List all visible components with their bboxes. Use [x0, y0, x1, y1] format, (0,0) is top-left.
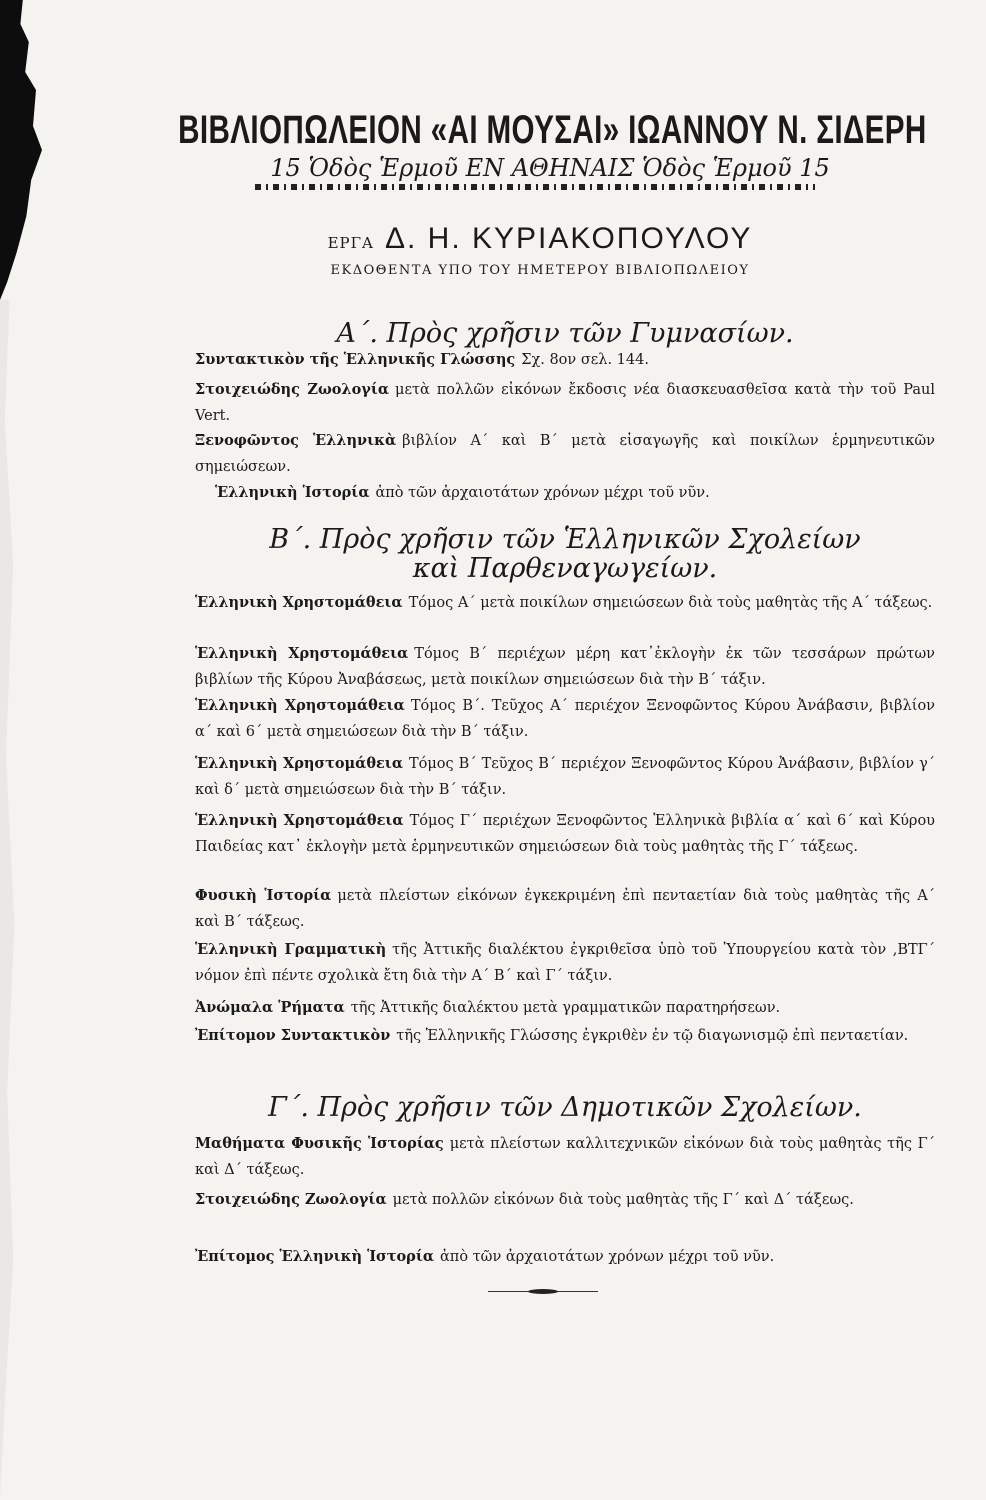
scan-dark-edge: [0, 0, 60, 300]
author-line: [200, 222, 880, 256]
list-item: [195, 937, 935, 989]
book-description: τῆς Ἑλληνικῆς Γλώσσης ἐγκριθὲν ἐν τῷ διαγωνισμῷ ἐπὶ πενταετίαν.: [396, 1028, 909, 1044]
list-item: [195, 1244, 935, 1270]
book-title: Ἑλληνικὴ Γραμματικὴ: [195, 941, 387, 958]
list-item: [195, 1023, 935, 1049]
list-item: [195, 808, 935, 860]
list-item: [195, 751, 935, 803]
book-title: Ἑλληνικὴ Χρηστομάθεια: [195, 645, 409, 662]
book-description: μετὰ πλείστων καλλιτεχνικῶν εἰκόνων διὰ τοὺς μαθητὰς τῆς Γ΄ καὶ Δ΄ τάξεως.: [195, 1136, 935, 1178]
book-title: Ξενοφῶντος Ἑλληνικὰ: [195, 432, 397, 449]
scan-torn-edge: [0, 300, 24, 1500]
section-heading-hellenic-schools-line2: καὶ Παρθεναγωγείων.: [412, 553, 718, 584]
book-title: Μαθήματα Φυσικῆς Ἱστορίας: [195, 1135, 444, 1152]
bookstore-address: 15 Ὁδὸς Ἑρμοῦ ΕΝ ΑΘΗΝΑΙΣ Ὁδὸς Ἑρμοῦ 15: [270, 154, 830, 182]
section-heading-hellenic-schools: Β΄. Πρὸς χρῆσιν τῶν Ἑλληνικῶν Σχολείων: [269, 524, 861, 555]
book-description: τῆς Ἀττικῆς διαλέκτου ἐγκριθεῖσα ὑπὸ τοῦ Ὑπουργείου κατὰ τὸν ,ΒΤΓ΄ νόμον ἐπὶ πέντε σχολικὰ ἔτη διὰ τὴν Α΄ Β΄ καὶ Γ΄ τάξιν.: [195, 942, 935, 984]
list-item: [195, 1131, 935, 1183]
book-description: Τόμος Γ΄ περιέχων Ξενοφῶντος Ἑλληνικὰ βιβλία α΄ καὶ 6΄ καὶ Κύρου Παιδείας κατ᾽ ἐκλογὴν μετὰ ἑρμηνευτικῶν σημειώσεων διὰ τοὺς μαθητὰς τῆς Γ΄ τάξεως.: [195, 813, 935, 855]
list-item: [195, 347, 935, 373]
end-ornament: [488, 1289, 598, 1294]
book-title: Ἐπίτομον Συντακτικὸν: [195, 1027, 391, 1044]
book-description: ἀπὸ τῶν ἀρχαιοτάτων χρόνων μέχρι τοῦ νῦν.: [440, 1249, 775, 1265]
list-item: [195, 428, 935, 480]
book-title: Ἀνώμαλα Ῥήματα: [195, 999, 345, 1016]
list-item: [195, 693, 935, 745]
works-label: ΕΡΓΑ: [327, 234, 374, 252]
list-item: [195, 641, 935, 693]
section-heading-primary-schools: Γ΄. Πρὸς χρῆσιν τῶν Δημοτικῶν Σχολείων.: [268, 1092, 862, 1123]
book-description: μετὰ πλείστων εἰκόνων ἐγκεκριμένη ἐπὶ πενταετίαν διὰ τοὺς μαθητὰς τῆς Α΄ καὶ Β΄ τάξεως.: [195, 888, 935, 930]
list-item: [215, 480, 935, 506]
list-item: [195, 995, 935, 1021]
bookstore-title: ΒΙΒΛΙΟΠΩΛΕΙΟΝ «ΑΙ ΜΟΥΣΑΙ» ΙΩΑΝΝΟΥ Ν. ΣΙΔΕΡΗ: [178, 108, 927, 152]
book-description: μετὰ πολλῶν εἰκόνων διὰ τοὺς μαθητὰς τῆς Γ΄ καὶ Δ΄ τάξεως.: [392, 1192, 854, 1208]
book-title: Ἑλληνικὴ Χρηστομάθεια: [195, 755, 403, 772]
book-description: ἀπὸ τῶν ἀρχαιοτάτων χρόνων μέχρι τοῦ νῦν.: [375, 485, 710, 501]
publisher-line: ΕΚΔΟΘΕΝΤΑ ΥΠΟ ΤΟΥ ΗΜΕΤΕΡΟΥ ΒΙΒΛΙΟΠΩΛΕΙΟΥ: [330, 263, 750, 278]
book-description: τῆς Ἀττικῆς διαλέκτου μετὰ γραμματικῶν παρατηρήσεων.: [350, 1000, 781, 1016]
book-title: Συντακτικὸν τῆς Ἑλληνικῆς Γλώσσης: [195, 351, 516, 368]
list-item: [195, 590, 935, 616]
author-name: Δ. Η. ΚΥΡΙΑΚΟΠΟΥΛΟΥ: [384, 222, 753, 255]
book-title: Φυσικὴ Ἱστορία: [195, 887, 332, 904]
book-title: Ἑλληνικὴ Χρηστομάθεια: [195, 812, 404, 829]
book-description: Τόμος Β΄ περιέχων μέρη κατ᾽ἐκλογὴν ἐκ τῶν τεσσάρων πρώτων βιβλίων τῆς Κύρου Ἀναβάσεως, μετὰ ποικίλων σημειώσεων διὰ τὴν Β΄ τάξιν.: [195, 646, 935, 688]
book-description: Τόμος Β΄. Τεῦχος Α΄ περιέχον Ξενοφῶντος Κύρου Ἀνάβασιν, βιβλίον α΄ καὶ 6΄ μετὰ σημειώσεων διὰ τὴν Β΄ τάξιν.: [195, 698, 935, 740]
section-heading-gymnasia: Α΄. Πρὸς χρῆσιν τῶν Γυμνασίων.: [336, 318, 794, 349]
book-description: Σχ. 8ον σελ. 144.: [521, 352, 649, 368]
book-title: Ἑλληνικὴ Χρηστομάθεια: [195, 697, 405, 714]
header-ornament-rule: [255, 184, 815, 190]
book-title: Στοιχειώδης Ζωολογία: [195, 381, 390, 398]
book-title: Ἐπίτομος Ἑλληνικὴ Ἱστορία: [195, 1248, 434, 1265]
book-description: Τόμος Α΄ μετὰ ποικίλων σημειώσεων διὰ τοὺς μαθητὰς τῆς Α΄ τάξεως.: [408, 595, 933, 611]
book-title: Ἑλληνικὴ Χρηστομάθεια: [195, 594, 403, 611]
list-item: [195, 1187, 935, 1213]
book-title: Ἑλληνικὴ Ἱστορία: [215, 484, 370, 501]
book-title: Στοιχειώδης Ζωολογία: [195, 1191, 387, 1208]
list-item: [195, 377, 935, 429]
book-description: βιβλίον Α΄ καὶ Β΄ μετὰ εἰσαγωγῆς καὶ ποικίλων ἑρμηνευτικῶν σημειώσεων.: [195, 433, 935, 475]
list-item: [195, 883, 935, 935]
book-description: Τόμος Β΄ Τεῦχος Β΄ περιέχον Ξενοφῶντος Κύρου Ἀνάβασιν, βιβλίον γ΄ καὶ δ΄ μετὰ σημειώσεων διὰ τὴν Β΄ τάξιν.: [195, 756, 935, 798]
book-description: μετὰ πολλῶν εἰκόνων ἔκδοσις νέα διασκευασθεῖσα κατὰ τὴν τοῦ Paul Vert.: [195, 382, 935, 424]
